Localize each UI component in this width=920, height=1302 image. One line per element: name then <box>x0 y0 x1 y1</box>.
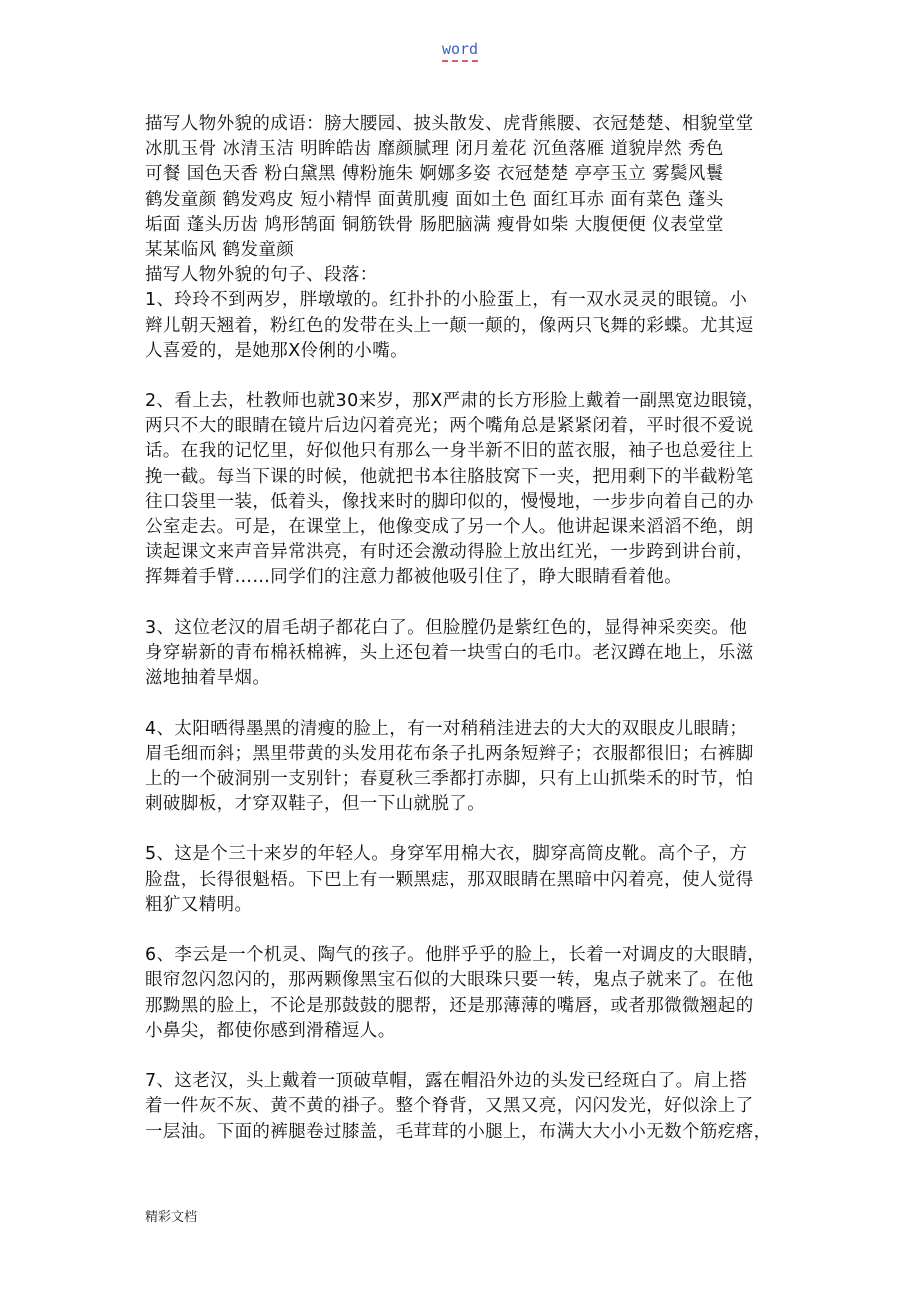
paragraph-gap <box>145 591 770 616</box>
paragraph-line: 一层油。下面的裤腿卷过膝盖，毛茸茸的小腿上，布满大大小小无数个筋疙瘩， <box>145 1121 772 1142</box>
idioms-line: 某某临风 鹤发童颜 <box>145 239 295 260</box>
paragraph-2 <box>145 389 770 591</box>
paragraph-line: 滋地抽着旱烟。 <box>145 668 271 689</box>
paragraph-gap <box>145 1044 770 1069</box>
paragraph-line: 身穿崭新的青布棉袄棉裤，头上还包着一块雪白的毛巾。老汉蹲在地上，乐滋 <box>145 642 754 663</box>
paragraph-line: 刺破脚板，才穿双鞋子，但一下山就脱了。 <box>145 794 486 815</box>
header-link-text[interactable]: word <box>442 40 478 62</box>
document-body <box>145 112 770 1145</box>
paragraph-line: 上的一个破洞别一支别针；春夏秋三季都打赤脚，只有上山抓柴禾的时节，怕 <box>145 768 754 789</box>
header-word-link[interactable] <box>0 40 920 58</box>
idioms-line: 鹤发童颜 鹤发鸡皮 短小精悍 面黄肌瘦 面如土色 面红耳赤 面有菜色 蓬头 <box>145 189 724 210</box>
paragraph-line: 读起课文来声音异常洪亮，有时还会激动得脸上放出红光，一步跨到讲台前， <box>145 542 754 563</box>
idioms-line: 冰肌玉骨 冰清玉洁 明眸皓齿 靡颜腻理 闭月羞花 沉鱼落雁 道貌岸然 秀色 <box>145 139 724 160</box>
paragraph-line: 眼帘忽闪忽闪的，那两颗像黑宝石似的大眼珠只要一转，鬼点子就来了。在他 <box>145 970 754 991</box>
paragraph-line: 往口袋里一装，低着头，像找来时的脚印似的，慢慢地，一步步向着自己的办 <box>145 491 754 512</box>
footer-label: 精彩文档 <box>145 1210 198 1225</box>
paragraph-4 <box>145 717 770 818</box>
idioms-line: 可餐 国色天香 粉白黛黑 傅粉施朱 婀娜多姿 衣冠楚楚 亭亭玉立 雾鬓风鬟 <box>145 164 724 185</box>
paragraph-line: 两只不大的眼睛在镜片后边闪着亮光；两个嘴角总是紧紧闭着，平时很不爱说 <box>145 416 754 437</box>
paragraph-line: 5、这是个三十来岁的年轻人。身穿军用棉大衣，脚穿高筒皮靴。高个子，方 <box>145 844 748 865</box>
paragraph-gap <box>145 364 770 389</box>
paragraph-line: 眉毛细而斜；黑里带黄的头发用花布条子扎两条短辫子；衣服都很旧；右裤脚 <box>145 743 754 764</box>
paragraph-line: 辫儿朝天翘着，粉红色的发带在头上一颠一颠的，像两只飞舞的彩蝶。尤其逗 <box>145 315 754 336</box>
paragraph-line: 那黝黑的脸上，不论是那鼓鼓的腮帮，还是那薄薄的嘴唇，或者那微微翘起的 <box>145 995 754 1016</box>
paragraph-line: 3、这位老汉的眉毛胡子都花白了。但脸膛仍是紫红色的，显得神采奕奕。他 <box>145 617 748 638</box>
section-title: 描写人物外貌的句子、段落： <box>145 265 378 286</box>
paragraph-line: 人喜爱的，是她那X伶俐的小嘴。 <box>145 340 408 361</box>
paragraph-gap <box>145 817 770 842</box>
paragraph-line: 7、这老汉，头上戴着一顶破草帽，露在帽沿外边的头发已经斑白了。肩上搭 <box>145 1071 748 1092</box>
paragraph-line: 2、看上去，杜教师也就30来岁，那X严肃的长方形脸上戴着一副黑宽边眼镜， <box>145 391 765 412</box>
paragraph-line: 6、李云是一个机灵、陶气的孩子。他胖乎乎的脸上，长着一对调皮的大眼睛， <box>145 945 766 966</box>
paragraph-line: 挽一截。每当下课的时候，他就把书本往胳肢窝下一夹，把用剩下的半截粉笔 <box>145 466 754 487</box>
paragraph-1 <box>145 288 770 364</box>
paragraph-7 <box>145 1069 770 1145</box>
paragraph-gap <box>145 918 770 943</box>
paragraph-line: 脸盘，长得很魁梧。下巴上有一颗黑痣，那双眼睛在黑暗中闪着亮，使人觉得 <box>145 869 754 890</box>
paragraph-line: 粗犷又精明。 <box>145 894 253 915</box>
paragraph-line: 着一件灰不灰、黄不黄的褂子。整个脊背，又黑又亮，闪闪发光，好似涂上了 <box>145 1096 754 1117</box>
paragraph-3 <box>145 616 770 692</box>
idioms-line: 垢面 蓬头历齿 鸠形鹄面 铜筋铁骨 肠肥脑满 瘦骨如柴 大腹便便 仪表堂堂 <box>145 214 724 235</box>
paragraph-line: 公室走去。可是，在课堂上，他像变成了另一个人。他讲起课来滔滔不绝，朗 <box>145 517 754 537</box>
paragraph-line: 1、玲玲不到两岁，胖墩墩的。红扑扑的小脸蛋上，有一双水灵灵的眼镜。小 <box>145 290 748 311</box>
paragraph-line: 小鼻尖，都使你感到滑稽逗人。 <box>145 1020 396 1041</box>
paragraph-line: 挥舞着手臂……同学们的注意力都被他吸引住了，睁大眼睛看着他。 <box>145 567 682 588</box>
paragraph-6 <box>145 943 770 1044</box>
idioms-block <box>145 112 770 263</box>
paragraph-5 <box>145 842 770 918</box>
paragraph-line: 话。在我的记忆里，好似他只有那么一身半新不旧的蓝衣服，袖子也总爱往上 <box>145 441 754 462</box>
paragraph-line: 4、太阳晒得墨黑的清瘦的脸上，有一对稍稍洼进去的大大的双眼皮儿眼睛； <box>145 718 748 739</box>
idioms-line: 描写人物外貌的成语：膀大腰园、披头散发、虎背熊腰、衣冠楚楚、相貌堂堂 <box>145 114 754 134</box>
paragraph-gap <box>145 691 770 716</box>
